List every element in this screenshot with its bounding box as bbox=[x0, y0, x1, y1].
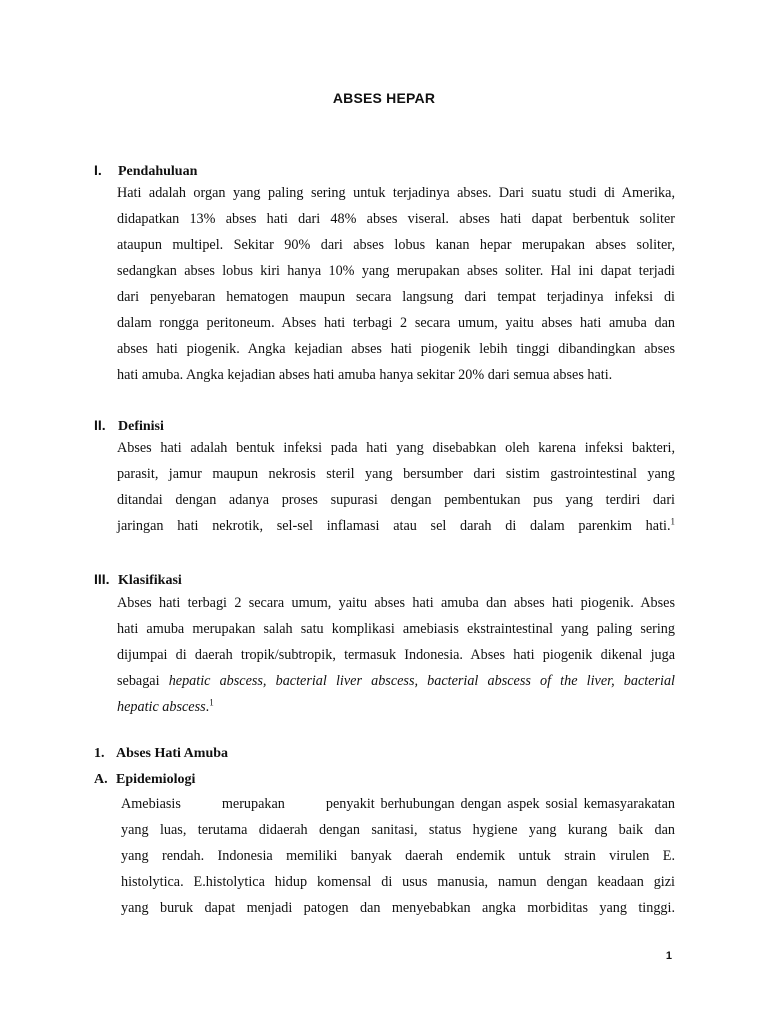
text-line: sedangkan abses lobus kiri hanya 10% yang merupakan abses soliter. Hal ini dapat terjadi bbox=[117, 263, 675, 279]
text-line: dijumpai di daerah tropik/subtropik, termasuk Indonesia. Abses hati piogenik dikenal juga bbox=[117, 647, 675, 663]
section-number: I. bbox=[94, 162, 102, 178]
section-heading-definisi bbox=[94, 417, 164, 435]
text-line: histolytica. E.histolytica hidup komensal di usus manusia, namun dengan keadaan gizi bbox=[121, 874, 675, 890]
subsection-title: Abses Hati Amuba bbox=[116, 746, 229, 761]
text-line bbox=[117, 694, 675, 720]
text-line: Hati adalah organ yang paling sering untuk terjadinya abses. Dari suatu studi di Amerika, bbox=[117, 185, 675, 201]
page-number: 1 bbox=[665, 950, 672, 962]
footnote-ref: 1 bbox=[209, 697, 214, 708]
text-line bbox=[117, 513, 675, 539]
section-title: Pendahuluan bbox=[118, 164, 198, 179]
subsubsection-title: Epidemiologi bbox=[116, 772, 196, 787]
section-number: II. bbox=[94, 417, 106, 433]
text-line: hati amuba. Angka kejadian abses hati amuba hanya sekitar 20% dari semua abses hati. bbox=[117, 367, 613, 383]
subsection-number: 1. bbox=[94, 746, 105, 761]
subsubsection-number: A. bbox=[94, 772, 108, 787]
paragraph-epidemiologi bbox=[121, 791, 675, 921]
text-line: parasit, jamur maupun nekrosis steril yang bersumber dari sistim gastrointestinal yang bbox=[117, 466, 675, 482]
subsubsection-heading-epidemiologi bbox=[94, 772, 195, 788]
document-title: ABSES HEPAR bbox=[332, 90, 436, 106]
text-span: sebagai bbox=[117, 673, 169, 689]
section-number: III. bbox=[94, 571, 110, 587]
text-span: . bbox=[205, 699, 210, 715]
text-line: hati amuba merupakan salah satu komplikasi amebiasis ekstraintestinal yang paling sering bbox=[117, 621, 675, 637]
text-span: jaringan hati nekrotik, sel-sel inflamasi atau sel darah di dalam parenkim hati. bbox=[117, 518, 671, 534]
text-line: dalam rongga peritoneum. Abses hati terbagi 2 secara umum, yaitu abses hati amuba dan bbox=[117, 315, 675, 331]
section-heading-klasifikasi bbox=[94, 571, 182, 589]
text-line: Amebiasis merupakan penyakit berhubungan dengan aspek sosial kemasyarakatan bbox=[121, 796, 675, 812]
text-line: abses hati piogenik. Angka kejadian abses hati piogenik lebih tinggi dibandingkan abses bbox=[117, 341, 675, 357]
text-line: yang luas, terutama didaerah dengan sanitasi, status hygiene yang kurang baik dan bbox=[121, 822, 675, 838]
text-line: yang buruk dapat menjadi patogen dan menyebabkan angka morbiditas yang tinggi. bbox=[121, 900, 675, 916]
section-title: Definisi bbox=[118, 419, 164, 434]
paragraph-pendahuluan bbox=[117, 180, 675, 388]
paragraph-klasifikasi bbox=[117, 590, 675, 720]
text-line: dari penyebaran hematogen maupun secara langsung dari tempat terjadinya infeksi di bbox=[117, 289, 675, 305]
text-line: ataupun multipel. Sekitar 90% dari abses lobus kanan hepar merupakan abses soliter, bbox=[117, 237, 675, 253]
footnote-ref: 1 bbox=[670, 516, 675, 527]
paragraph-definisi bbox=[117, 435, 675, 539]
section-heading-pendahuluan bbox=[94, 162, 197, 180]
subsection-heading-abses-hati-amuba bbox=[94, 746, 228, 762]
italic-term: hepatic abscess bbox=[117, 699, 206, 715]
italic-term: hepatic abscess, bacterial liver abscess, bacterial abscess of the liver, bacterial bbox=[168, 673, 675, 689]
section-title: Klasifikasi bbox=[118, 573, 182, 588]
text-line: didapatkan 13% abses hati dari 48% abses viseral. abses hati dapat berbentuk soliter bbox=[117, 211, 675, 227]
text-line: yang rendah. Indonesia memiliki banyak daerah endemik untuk strain virulen E. bbox=[121, 848, 675, 864]
text-line: ditandai dengan adanya proses supurasi dengan pembentukan pus yang terdiri dari bbox=[117, 492, 675, 508]
text-line bbox=[117, 668, 675, 694]
text-line: Abses hati adalah bentuk infeksi pada hati yang disebabkan oleh karena infeksi bakteri, bbox=[117, 440, 675, 456]
text-line: Abses hati terbagi 2 secara umum, yaitu abses hati amuba dan abses hati piogenik. Abses bbox=[117, 595, 675, 611]
